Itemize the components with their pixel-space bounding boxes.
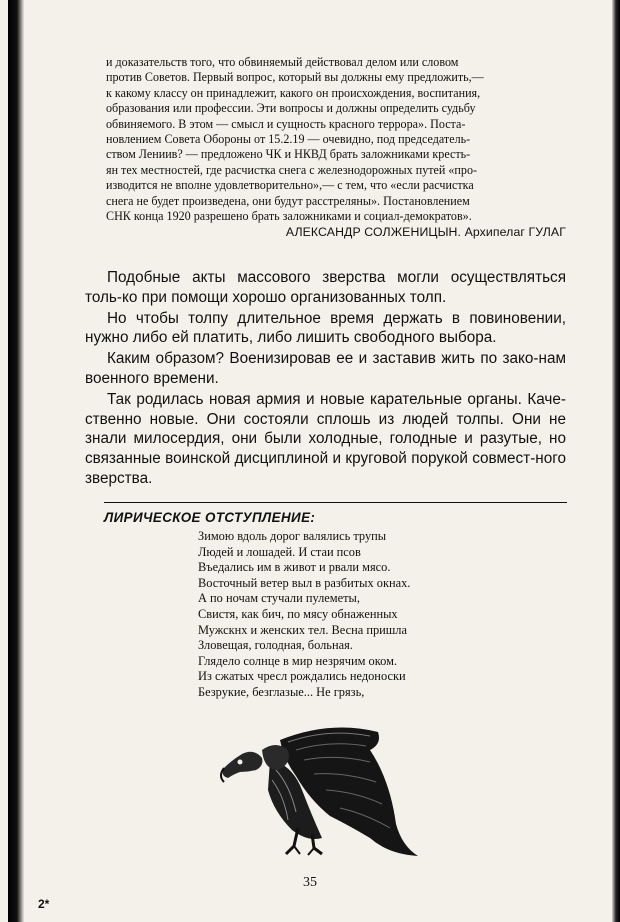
poem-line: Зимою вдоль дорог валялись трупы [198, 529, 387, 543]
poem-line: Глядело солнце в мир незрячим оком. [198, 653, 398, 668]
poem-line: Мужскнх и женских тел. Весна пришла [198, 622, 407, 637]
page-edge-left [8, 0, 24, 922]
poem-line: Свистя, как бич, по мясу обнаженных [198, 606, 398, 621]
paragraph: Так родилась новая армия и новые карательные органы. Каче-ственно новые. Они состояли сплошь из людей толпы. Они не знали милосердия, они были холодные, голодные и разутые, но связанные воинской дисциплиной и круговой порукой совмест-ного зверства. [85, 390, 566, 487]
page-number: 35 [303, 875, 317, 890]
poem-line: Восточный ветер выл в разбитых окнах. [198, 575, 411, 590]
poem [198, 529, 410, 701]
page-edge-right [612, 0, 620, 922]
paragraph: Каким образом? Военизировав ее и заставив жить по зако-нам военного времени. [85, 350, 566, 387]
paragraph: Подобные акты массового зверства могли осуществляться толь-ко при помощи хорошо организованных толп. [85, 269, 566, 306]
quote-attribution: АЛЕКСАНДР СОЛЖЕНИЦЫН. Архипелаг ГУЛАГ [285, 225, 566, 240]
digression-title: ЛИРИЧЕСКОЕ ОТСТУПЛЕНИЕ: [104, 510, 316, 525]
poem-line: Из сжатых чресл рождались недоноски [198, 669, 406, 684]
paragraph: Но чтобы толпу длительное время держать в повиновении, нужно либо ей платить, либо лишить свободного выбора. [85, 309, 566, 347]
quote-text: и доказательств того, что обвиняемый действовал делом или словом против Советов. Первый вопрос, который вы должны ему предложить,— к какому классу он принадлежит, какого он происхождения, воспитания, образования или профессии. Эти вопросы и должны определить судьбу обвиняемого. В этом — смысл и сущность красного террора». Поста- новлением Совета Обороны от 15.2.19 — очевидно, под председатель- ством Лениив? — предложено ЧК и НКВД брать заложниками кресть- ян тех местностей, где расчистка снега с железнодорожных путей «про- изводится не вполне удовлетворительно»,— с тем, что «если расчистка снега не будет произведена, они будут расстреляны». Постановлением СНК конца 1920 разрешено брать заложниками и социал-демократов». [106, 55, 484, 224]
epigraph-quote [106, 55, 566, 241]
poem-line: Людей и лошадей. И стаи псов [198, 544, 361, 559]
poem-line: А по ночам стучали пулеметы, [198, 591, 360, 606]
poem-line: Безрукие, безглазые... Не грязь, [198, 684, 365, 699]
signature-mark: 2* [38, 897, 50, 911]
poem-line: Въедались им в живот и рвали мясо. [198, 560, 391, 575]
vulture-icon [210, 720, 430, 860]
poem-line: Зловещая, голодная, больная. [198, 638, 353, 653]
section-divider [104, 502, 567, 503]
body-text [85, 268, 566, 489]
